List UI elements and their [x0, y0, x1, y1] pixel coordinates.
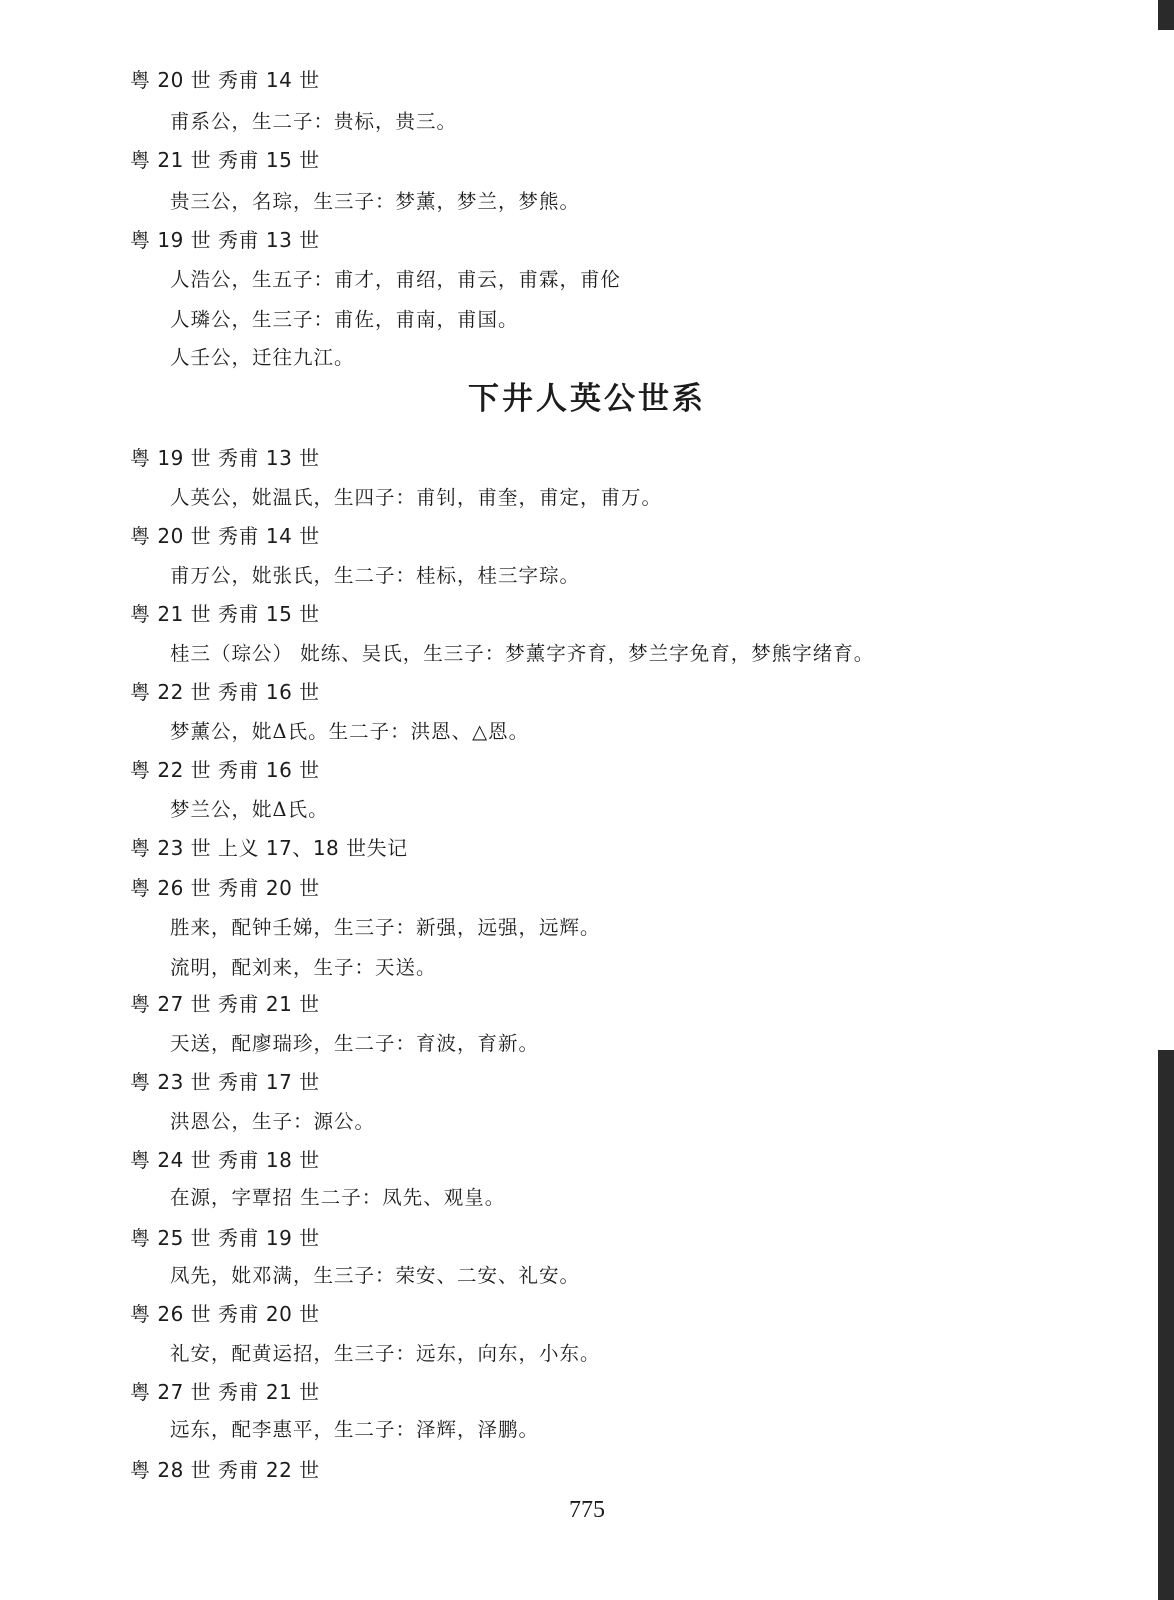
lineage-entry: 远东，配李惠平，生二子：泽辉，泽鹏。 — [170, 1418, 540, 1441]
lineage-entry: 贵三公，名琮，生三子：梦薰，梦兰，梦熊。 — [170, 190, 581, 213]
generation-label: 粤 28 世 秀甫 22 世 — [130, 1458, 320, 1482]
page-number: 775 — [569, 1497, 605, 1523]
lineage-entry: 梦薰公，妣Δ氏。生二子：洪恩、△恩。 — [170, 720, 530, 743]
lineage-entry: 胜来，配钟壬娣，生三子：新强，远强，远辉。 — [170, 916, 601, 939]
lineage-entry: 人英公，妣温氏，生四子：甫钊，甫奎，甫定，甫万。 — [170, 486, 663, 509]
lineage-entry: 洪恩公，生子：源公。 — [170, 1110, 376, 1133]
generation-label: 粤 27 世 秀甫 21 世 — [130, 1380, 320, 1404]
lineage-entry: 人壬公，迁往九江。 — [170, 346, 355, 369]
generation-label: 粤 21 世 秀甫 15 世 — [130, 602, 320, 626]
generation-label: 粤 19 世 秀甫 13 世 — [130, 446, 320, 470]
lineage-entry: 在源，字覃招 生二子：凤先、观皇。 — [170, 1186, 506, 1209]
lineage-entry: 凤先，妣邓满，生三子：荣安、二安、礼安。 — [170, 1264, 581, 1287]
generation-label: 粤 19 世 秀甫 13 世 — [130, 228, 320, 252]
generation-label: 粤 22 世 秀甫 16 世 — [130, 758, 320, 782]
generation-label: 粤 27 世 秀甫 21 世 — [130, 992, 320, 1016]
generation-label: 粤 23 世 上义 17、18 世失记 — [130, 836, 408, 860]
lineage-entry: 天送，配廖瑞珍，生二子：育波，育新。 — [170, 1032, 540, 1055]
lineage-entry: 人璘公，生三子：甫佐，甫南，甫国。 — [170, 308, 519, 331]
generation-label: 粤 25 世 秀甫 19 世 — [130, 1226, 320, 1250]
lineage-entry: 流明，配刘来，生子：天送。 — [170, 956, 437, 979]
lineage-entry: 礼安，配黄运招，生三子：远东，向东，小东。 — [170, 1342, 601, 1365]
scan-edge-mark-top — [1158, 0, 1174, 30]
lineage-entry: 甫系公，生二子：贵标，贵三。 — [170, 110, 458, 133]
lineage-entry: 人浩公，生五子：甫才，甫绍，甫云，甫霖，甫伦 — [170, 268, 622, 291]
generation-label: 粤 24 世 秀甫 18 世 — [130, 1148, 320, 1172]
lineage-entry: 桂三（琮公） 妣练、吴氏，生三子：梦薰字齐育，梦兰字免育，梦熊字绪育。 — [170, 642, 875, 665]
generation-label: 粤 26 世 秀甫 20 世 — [130, 1302, 320, 1326]
lineage-entry: 甫万公，妣张氏，生二子：桂标，桂三字琮。 — [170, 564, 581, 587]
generation-label: 粤 22 世 秀甫 16 世 — [130, 680, 320, 704]
generation-label: 粤 20 世 秀甫 14 世 — [130, 524, 320, 548]
generation-label: 粤 20 世 秀甫 14 世 — [130, 68, 320, 92]
generation-label: 粤 23 世 秀甫 17 世 — [130, 1070, 320, 1094]
generation-label: 粤 21 世 秀甫 15 世 — [130, 148, 320, 172]
section-heading: 下井人英公世系 — [468, 381, 706, 417]
generation-label: 粤 26 世 秀甫 20 世 — [130, 876, 320, 900]
lineage-entry: 梦兰公，妣Δ氏。 — [170, 798, 329, 821]
